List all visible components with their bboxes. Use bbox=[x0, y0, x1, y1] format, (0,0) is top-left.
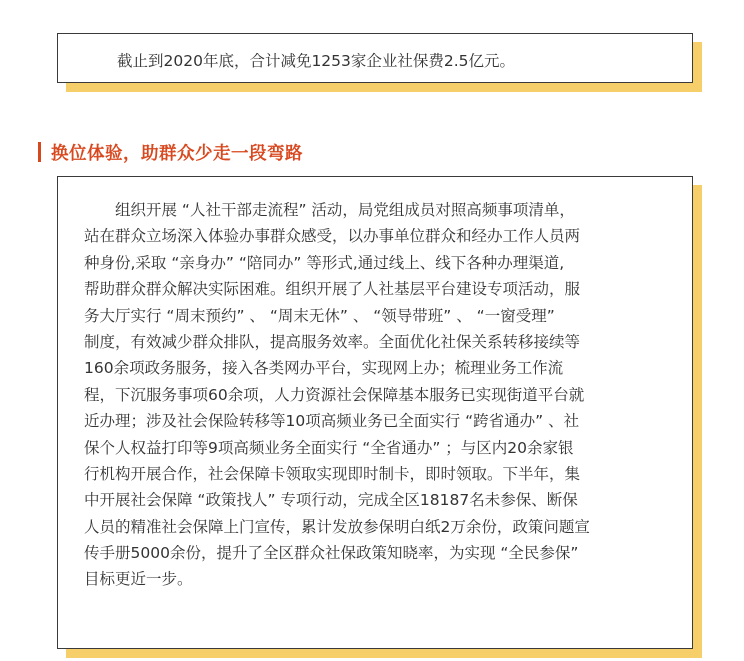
summary-box bbox=[57, 33, 702, 92]
section-heading bbox=[38, 140, 303, 164]
content-box-frame bbox=[57, 176, 693, 649]
paragraph-line: 站在群众立场深入体验办事群众感受，以办事单位群众和经办工作人员两 bbox=[84, 227, 581, 246]
summary-box-frame bbox=[57, 33, 693, 83]
paragraph-line: 行机构开展合作，社会保障卡领取实现即时制卡，即时领取。下半年，集 bbox=[84, 464, 581, 483]
paragraph-line: 人员的精准社会保障上门宣传，累计发放参保明白纸2万余份，政策问题宣 bbox=[84, 517, 590, 536]
summary-text: 截止到2020年底，合计减免1253家企业社保费2.5亿元。 bbox=[117, 52, 516, 70]
paragraph-line: 帮助群众群众解决实际困难。组织开展了人社基层平台建设专项活动，服 bbox=[84, 280, 581, 299]
paragraph-line: 目标更近一步。 bbox=[84, 570, 193, 589]
paragraph-line: 中开展社会保障 “政策找人” 专项行动，完成全区18187名未参保、断保 bbox=[84, 491, 578, 510]
paragraph-line: 传手册5000余份，提升了全区群众社保政策知晓率，为实现 “全民参保” bbox=[84, 544, 579, 563]
paragraph-line: 保个人权益打印等9项高频业务全面实行 “全省通办” ；与区内20余家银 bbox=[84, 438, 574, 457]
paragraph-line: 种身份,采取 “亲身办” “陪同办” 等形式,通过线上、线下各种办理渠道, bbox=[84, 253, 565, 272]
section-title: 换位体验，助群众少走一段弯路 bbox=[51, 143, 303, 164]
paragraph-line: 组织开展 “人社干部走流程” 活动，局党组成员对照高频事项清单， bbox=[115, 201, 575, 219]
heading-accent-bar bbox=[38, 142, 41, 162]
content-box bbox=[57, 176, 702, 658]
paragraph-line: 程，下沉服务事项60余项，人力资源社会保障基本服务已实现街道平台就 bbox=[84, 385, 585, 404]
paragraph-line: 160余项政务服务，接入各类网办平台，实现网上办；梳理业务工作流 bbox=[84, 359, 564, 378]
paragraph-line: 制度，有效减少群众排队，提高服务效率。全面优化社保关系转移接续等 bbox=[84, 332, 581, 351]
paragraph-line: 近办理；涉及社会保险转移等10项高频业务已全面实行 “跨省通办” 、社 bbox=[84, 412, 580, 431]
content-paragraph bbox=[84, 197, 674, 593]
paragraph-line: 务大厅实行 “周末预约” 、 “周末无休” 、 “领导带班” 、 “一窗受理” bbox=[84, 306, 555, 325]
